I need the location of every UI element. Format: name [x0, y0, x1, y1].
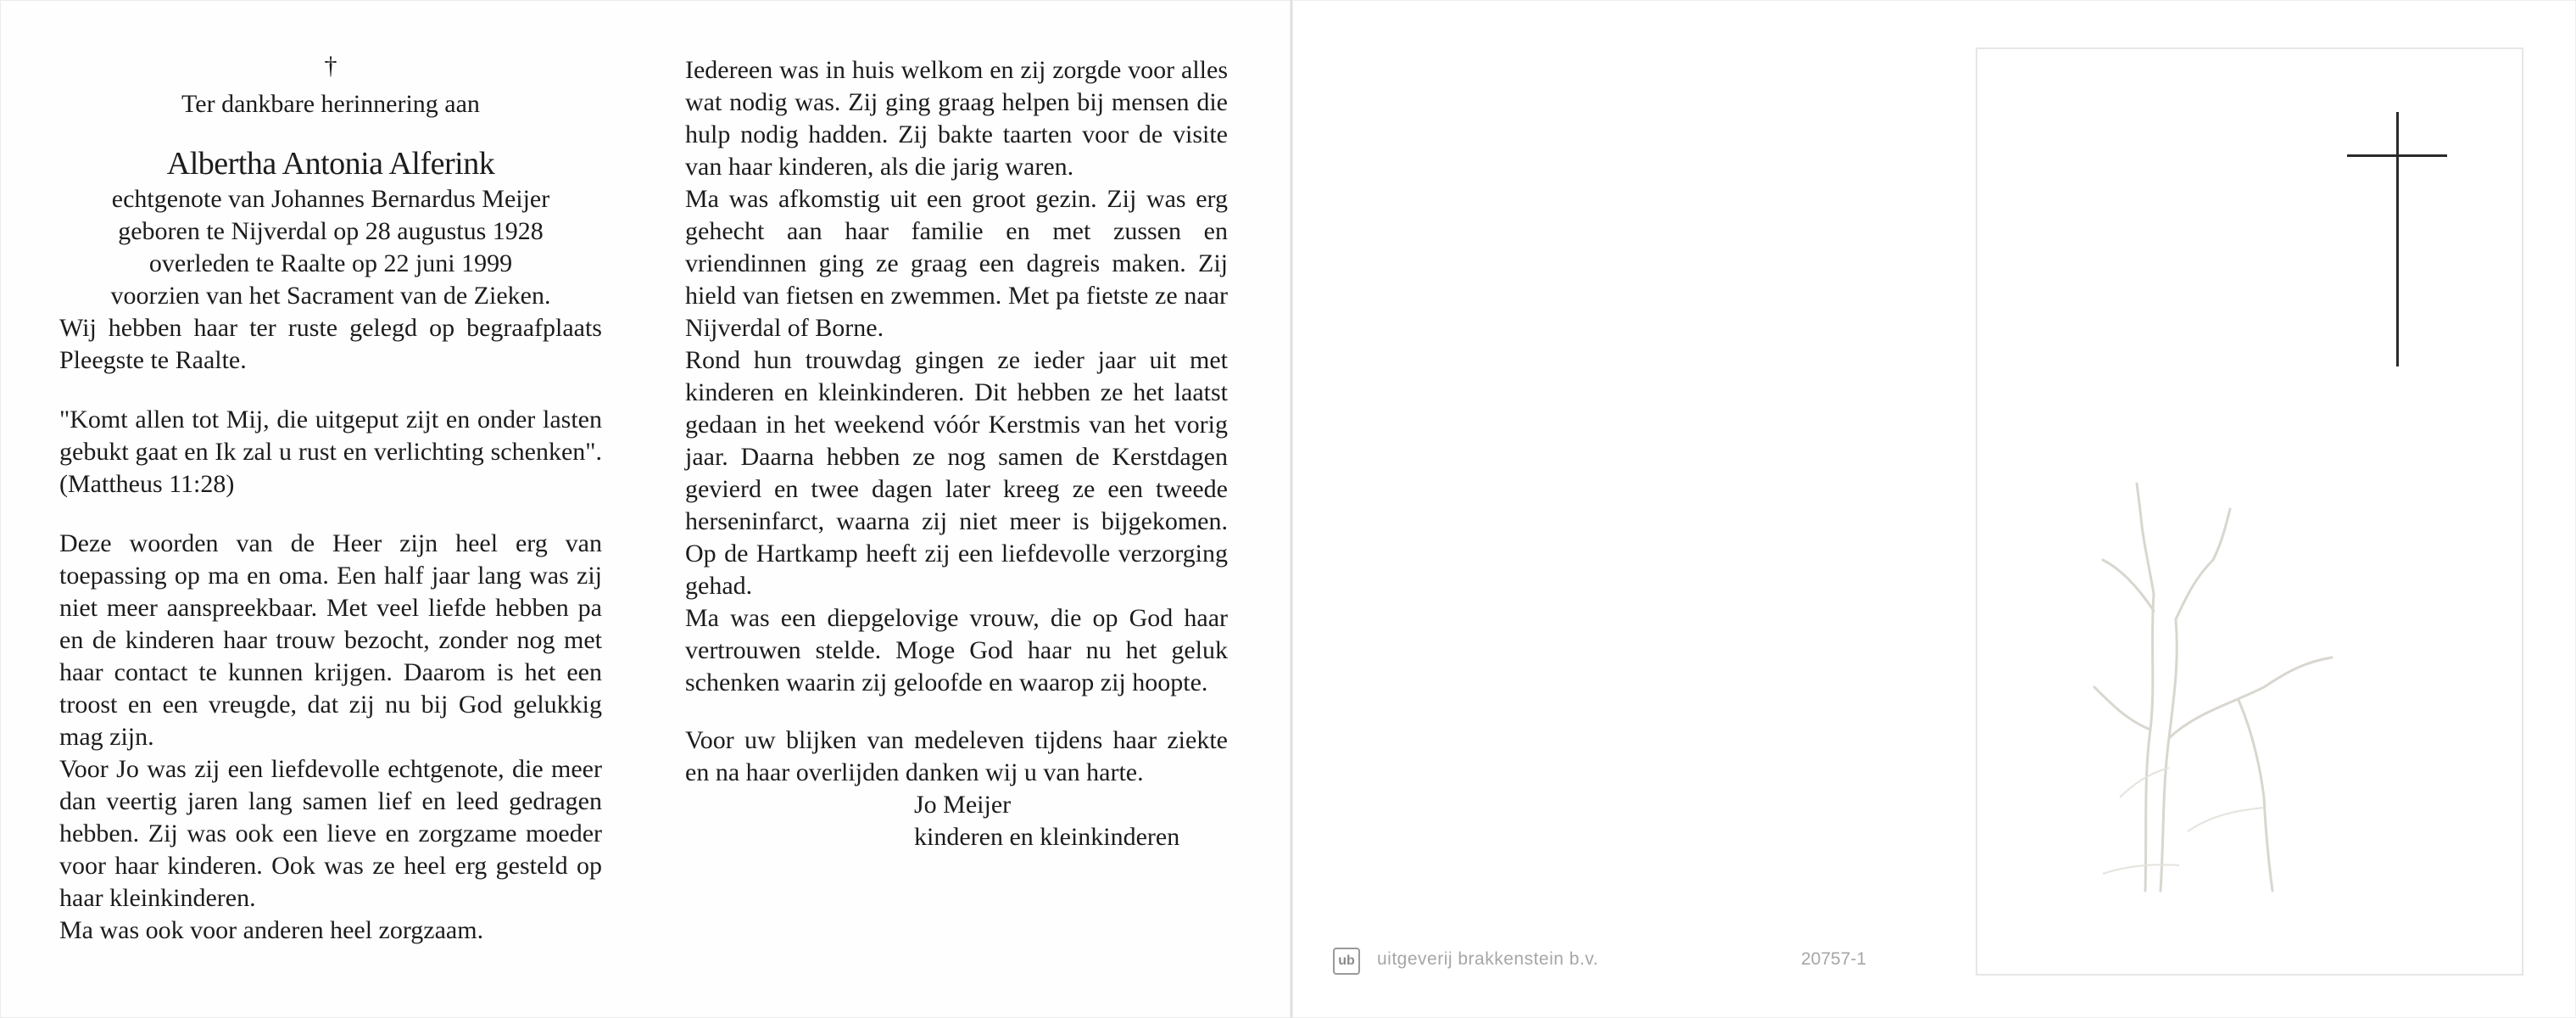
inner-left-page: [59, 49, 602, 947]
death-line: overleden te Raalte op 22 juni 1999: [148, 249, 513, 277]
spouse-line: echtgenote van Johannes Bernardus Meijer: [111, 185, 550, 213]
signature-family: kinderen en kleinkinderen: [914, 823, 1180, 851]
text-paragraph: Deze woorden van de Heer zijn heel erg van toepassing op ma en oma. Een half jaar lang was zij niet meer aanspreekbaar. Met veel liefde hebben pa en de kinderen haar trouw bezocht, zonder nog met haar contact te kunnen krijgen. Daarom is het een troost en een vreugde, dat zij nu bij God gelukkig mag zijn.: [59, 529, 602, 751]
deceased-name: Albertha Antonia Alferink: [166, 146, 495, 182]
thanks-paragraph: Voor uw blijken van medeleven tijdens haar ziekte en na haar overlijden danken wij u van harte.: [685, 726, 1228, 786]
publisher-name: uitgeverij brakkenstein b.v.: [1377, 949, 1599, 969]
burial-line: Wij hebben haar ter ruste gelegd op begraafplaats Pleegste te Raalte.: [59, 314, 602, 374]
product-code: 20757-1: [1801, 949, 1867, 969]
cross-icon-bar: [2347, 154, 2447, 157]
text-paragraph: Rond hun trouwdag gingen ze ieder jaar uit met kinderen en kleinkinderen. Dit hebben ze het laatst gedaan in het weekend vóór Kerstmis van het vorig jaar. Daarna hebben ze nog samen de Kerstdagen gevierd en twee dagen later kreeg ze een tweede herseninfarct, waarna zij niet meer is bijgekomen. Op de Hartkamp heeft zij een liefdevolle verzorging gehad.: [685, 346, 1228, 600]
birth-line: geboren te Nijverdal op 28 augustus 1928: [118, 217, 544, 245]
text-paragraph: Voor Jo was zij een liefdevolle echtgenote, die meer dan veertig jaren lang samen lief en leed gedragen hebben. Zij was ook een lieve en zorgzame moeder voor haar kinderen. Ook was ze heel erg gesteld op haar kleinkinderen.: [59, 755, 602, 912]
text-paragraph: Ma was een diepgelovige vrouw, die op God haar vertrouwen stelde. Moge God haar nu het geluk schenken waarin zij geloofde en waarop zij hoopte.: [685, 604, 1228, 696]
intro-line: Ter dankbare herinnering aan: [181, 90, 480, 118]
text-paragraph: Ma was ook voor anderen heel zorgzaam.: [59, 916, 484, 944]
small-cross-icon: †: [324, 52, 337, 80]
tree-icon: [2069, 475, 2349, 899]
bible-quote: "Komt allen tot Mij, die uitgeput zijt en onder lasten gebukt gaat en Ik zal u rust en verlichting schenken". (Mattheus 11:28): [59, 406, 602, 498]
sacrament-line: voorzien van het Sacrament van de Zieken.: [110, 282, 551, 310]
publisher-logo-icon: ub: [1333, 948, 1360, 975]
inner-right-page: [685, 54, 1228, 853]
cross-icon: [2396, 112, 2399, 366]
text-paragraph: Ma was afkomstig uit een groot gezin. Zij was erg gehecht aan haar familie en met zussen en vriendinnen ging ze graag een dagreis maken. Zij hield van fietsen en zwemmen. Met pa fietste ze naar Nijverdal of Borne.: [685, 185, 1228, 342]
signature-name: Jo Meijer: [914, 791, 1012, 819]
text-paragraph: Iedereen was in huis welkom en zij zorgde voor alles wat nodig was. Zij ging graag helpen bij mensen die hulp nodig hadden. Zij bakte taarten voor de visite van haar kinderen, als die jarig waren.: [685, 56, 1228, 181]
